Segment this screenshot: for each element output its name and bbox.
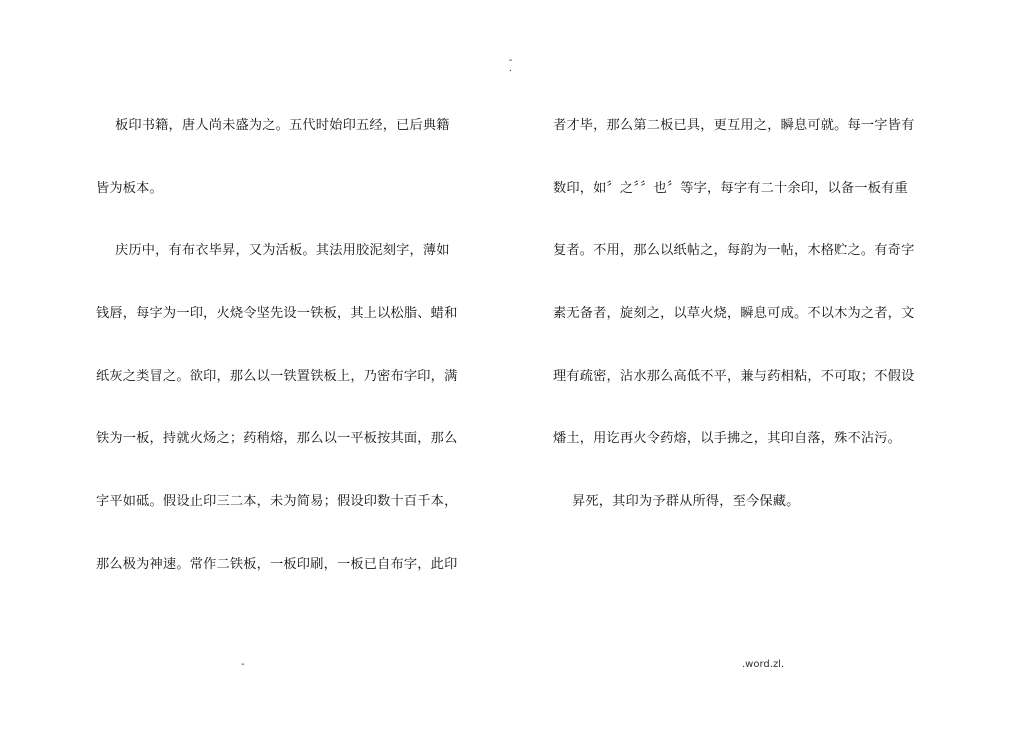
paragraph-line: 字平如砥。假设止印三二本，未为简易；假设印数十百千本， xyxy=(96,494,458,510)
paragraph-line: 燔土，用讫再火令药熔，以手拂之，其印自落，殊不沾污。 xyxy=(553,431,902,447)
footer-right-mark: .word.zl. xyxy=(742,659,785,670)
paragraph-line: 那么极为神速。常作二铁板，一板印刷，一板已自布字，此印 xyxy=(96,556,458,572)
paragraph-line: 复者。不用，那么以纸帖之，每韵为一帖，木格贮之。有奇字 xyxy=(553,243,915,259)
paragraph-line: 理有疏密，沾水那么高低不平，兼与药相粘，不可取；不假设 xyxy=(553,368,915,384)
paragraph-line: 数印，如〞之〞〞也〞等字，每字有二十余印，以备一板有重 xyxy=(553,180,908,196)
paragraph-line: 钱唇，每字为一印，火烧令坚先设一铁板，其上以松脂、蜡和 xyxy=(96,306,458,322)
paragraph-line: 者才毕，那么第二板已具，更互用之，瞬息可就。每一字皆有 xyxy=(553,118,915,133)
header-mark-dash: - xyxy=(508,55,513,66)
paragraph-line: 素无备者，旋刻之，以草火烧，瞬息可成。不以木为之者，文 xyxy=(553,306,915,322)
paragraph-line: 皆为板本。 xyxy=(96,180,163,196)
paragraph-line: 板印书籍，唐人尚未盛为之。五代时始印五经，已后典籍 xyxy=(115,118,450,133)
paragraph-line: 昇死，其印为予群从所得，至今保藏。 xyxy=(572,494,800,510)
right-text-column xyxy=(553,112,927,551)
paragraph-line: 纸灰之类冒之。欲印，那么以一铁置铁板上，乃密布字印，满 xyxy=(96,368,458,384)
paragraph-line: 庆历中，有布衣毕昇，又为活板。其法用胶泥刻字，薄如 xyxy=(115,243,450,259)
header-mark-dot: . xyxy=(508,63,513,74)
left-text-column xyxy=(96,112,470,614)
footer-left-mark: - xyxy=(241,659,245,670)
paragraph-line: 铁为一板，持就火炀之；药稍熔，那么以一平板按其面，那么 xyxy=(96,431,458,447)
header-mark xyxy=(0,57,1021,73)
